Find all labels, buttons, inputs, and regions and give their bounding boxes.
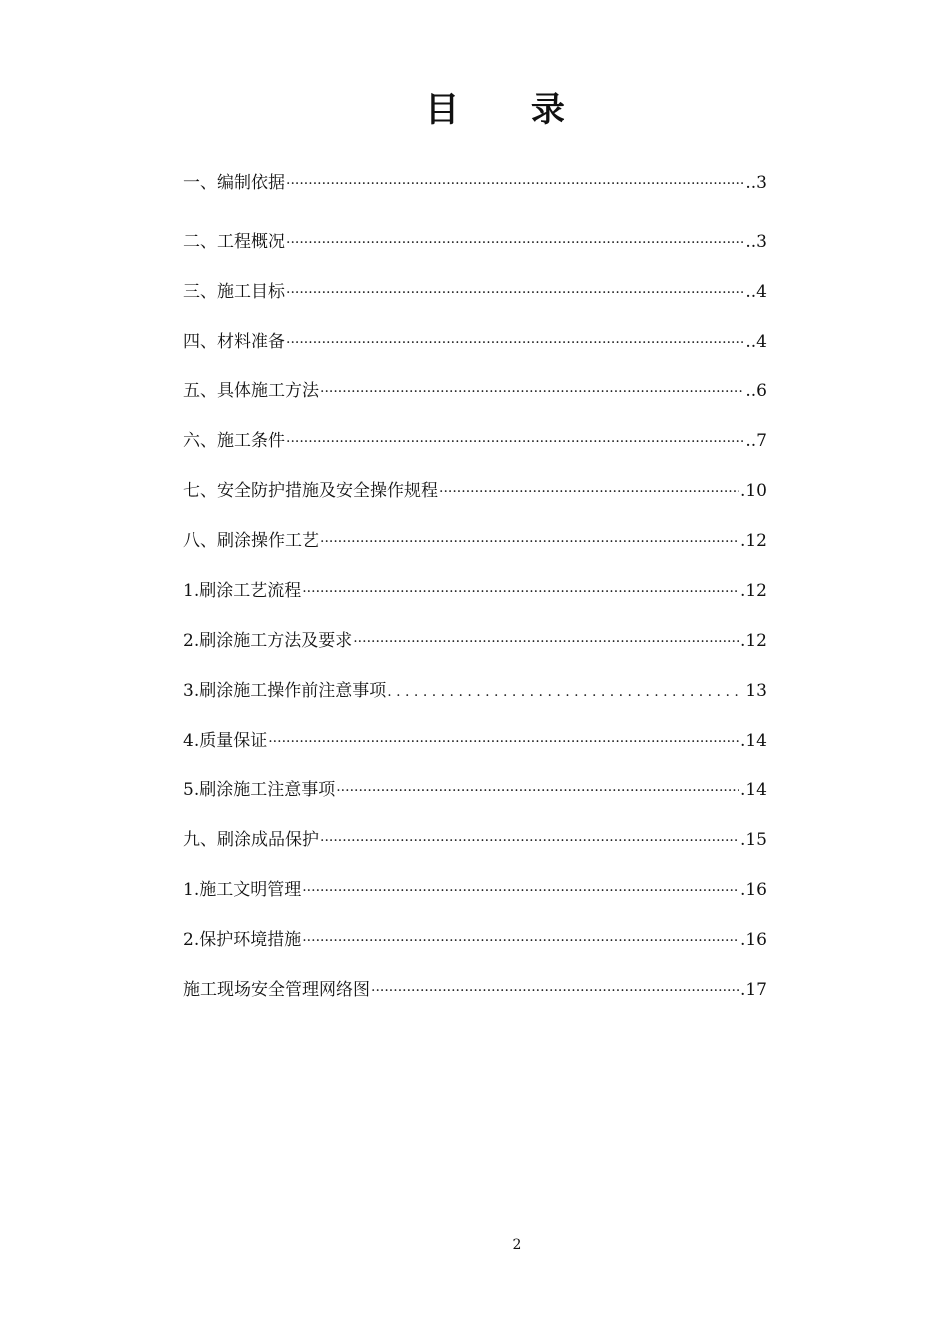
toc-entry[interactable] bbox=[183, 678, 767, 704]
toc-entry[interactable] bbox=[183, 428, 767, 454]
toc-entry[interactable] bbox=[183, 329, 767, 355]
toc-dot-leader bbox=[286, 280, 744, 306]
toc-dot-leader bbox=[302, 878, 739, 904]
toc-entry[interactable] bbox=[183, 977, 767, 1003]
toc-entry-page: ..3 bbox=[745, 173, 767, 193]
toc-entry[interactable] bbox=[183, 170, 767, 196]
toc-entry-page: .10 bbox=[739, 481, 767, 501]
toc-entry-page: ..4 bbox=[745, 282, 767, 302]
toc-entry[interactable] bbox=[183, 378, 767, 404]
toc-entry[interactable] bbox=[183, 728, 767, 754]
toc-entry[interactable] bbox=[183, 628, 767, 654]
toc-entry-label: 4.质量保证 bbox=[183, 731, 268, 751]
toc-entry-label: 九、刷涂成品保护 bbox=[183, 830, 319, 850]
toc-entry-page: ..7 bbox=[745, 431, 767, 451]
toc-entry-label: 六、施工条件 bbox=[183, 431, 285, 451]
toc-dot-leader bbox=[320, 828, 739, 854]
toc-entry[interactable] bbox=[183, 229, 767, 255]
toc-dot-leader bbox=[286, 230, 744, 256]
toc-entry[interactable] bbox=[183, 478, 767, 504]
toc-entry[interactable] bbox=[183, 827, 767, 853]
toc-entry-label: 八、刷涂操作工艺 bbox=[183, 531, 319, 551]
toc-entry-page: .14 bbox=[739, 731, 767, 751]
toc-entry-page: ..6 bbox=[745, 381, 767, 401]
toc-dot-leader bbox=[387, 679, 744, 705]
toc-entry[interactable] bbox=[183, 927, 767, 953]
toc-entry-page: .16 bbox=[739, 930, 767, 950]
toc-entry-label: 5.刷涂施工注意事项 bbox=[183, 780, 336, 800]
toc-entry[interactable] bbox=[183, 279, 767, 305]
toc-entry-label: 五、具体施工方法 bbox=[183, 381, 319, 401]
toc-entry-label: 1.刷涂工艺流程 bbox=[183, 581, 302, 601]
toc-entry-page: ..4 bbox=[745, 332, 767, 352]
toc-entry-page: .12 bbox=[739, 531, 767, 551]
toc-dot-leader bbox=[286, 429, 744, 455]
toc-entry[interactable] bbox=[183, 777, 767, 803]
toc-dot-leader bbox=[320, 529, 739, 555]
toc-entry[interactable] bbox=[183, 578, 767, 604]
page-number: 2 bbox=[512, 1237, 522, 1253]
toc-entry-page: ..3 bbox=[745, 232, 767, 252]
toc-entry-page: .12 bbox=[739, 631, 767, 651]
toc-entry-label: 三、施工目标 bbox=[183, 282, 285, 302]
toc-entry-page: .12 bbox=[739, 581, 767, 601]
toc-entry-label: 七、安全防护措施及安全操作规程 bbox=[183, 481, 438, 501]
toc-dot-leader bbox=[439, 479, 739, 505]
toc-entry-label: 一、编制依据 bbox=[183, 173, 285, 193]
page-title: 目 录 bbox=[425, 90, 595, 130]
toc-entry-page: .15 bbox=[739, 830, 767, 850]
toc-entry-page: 13 bbox=[745, 681, 767, 701]
toc-dot-leader bbox=[302, 579, 739, 605]
toc-dot-leader bbox=[286, 171, 744, 197]
toc-entry-page: .14 bbox=[739, 780, 767, 800]
toc-entry-label: 2.刷涂施工方法及要求 bbox=[183, 631, 353, 651]
toc-entry-label: 二、工程概况 bbox=[183, 232, 285, 252]
toc-entry-label: 3.刷涂施工操作前注意事项 bbox=[183, 681, 387, 701]
toc-dot-leader bbox=[286, 330, 744, 356]
toc-dot-leader bbox=[353, 629, 739, 655]
toc-entry[interactable] bbox=[183, 877, 767, 903]
toc-entry-label: 2.保护环境措施 bbox=[183, 930, 302, 950]
toc-dot-leader bbox=[268, 729, 739, 755]
toc-dot-leader bbox=[302, 928, 739, 954]
toc-entry-page: .16 bbox=[739, 880, 767, 900]
toc-dot-leader bbox=[320, 379, 744, 405]
toc-entry-label: 1.施工文明管理 bbox=[183, 880, 302, 900]
toc-entry[interactable] bbox=[183, 528, 767, 554]
toc-entry-label: 施工现场安全管理网络图 bbox=[183, 980, 370, 1000]
toc-dot-leader bbox=[371, 978, 739, 1004]
toc-entry-page: .17 bbox=[739, 980, 767, 1000]
toc-entry-label: 四、材料准备 bbox=[183, 332, 285, 352]
toc-dot-leader bbox=[336, 778, 739, 804]
